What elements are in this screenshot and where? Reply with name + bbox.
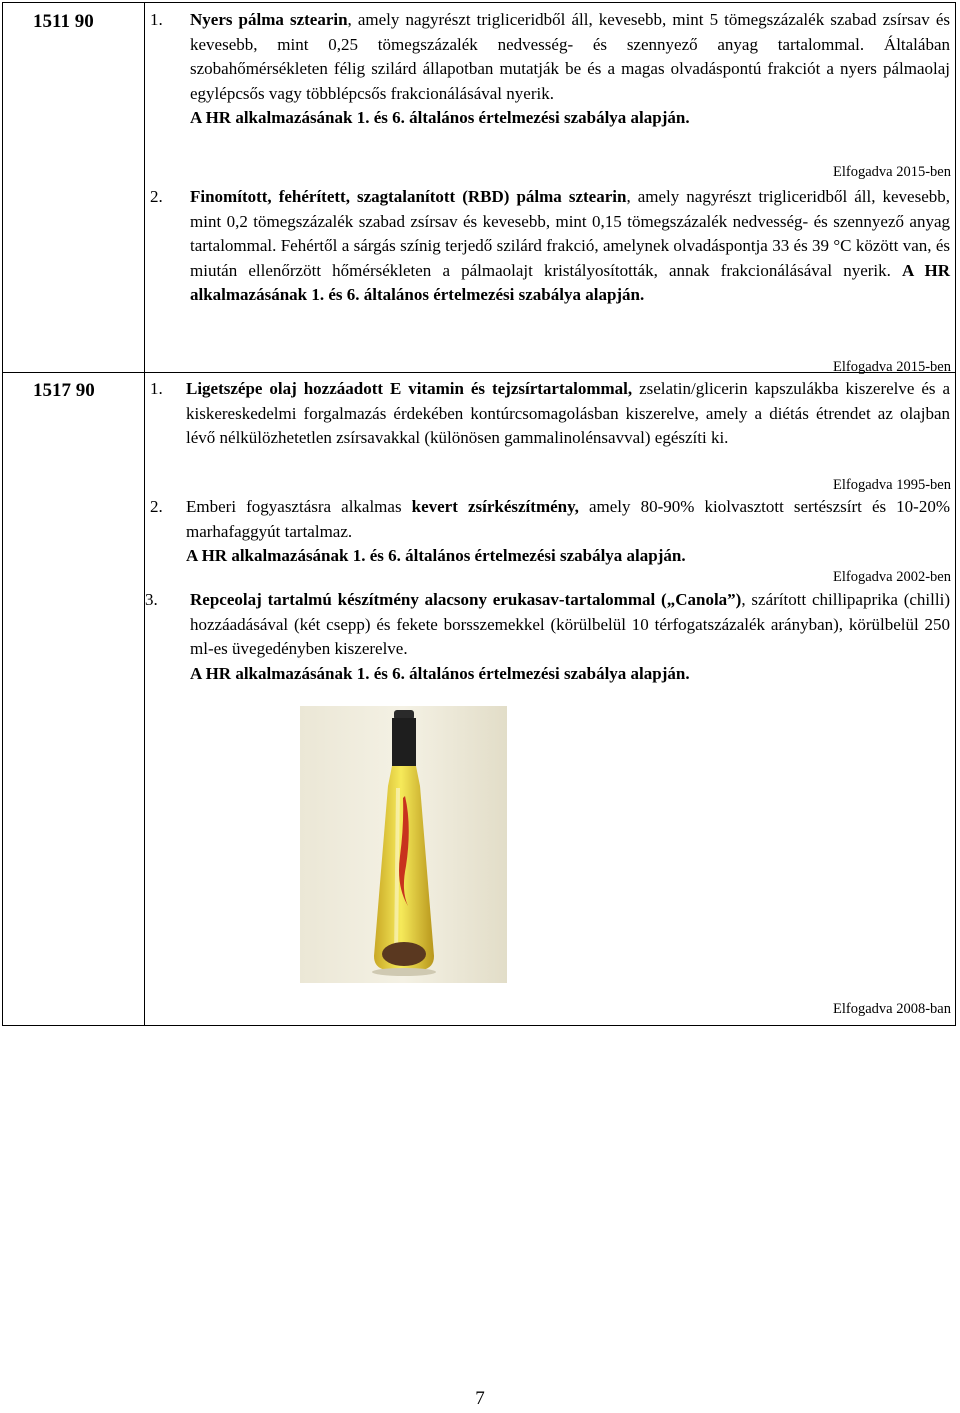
item-text: [186, 495, 950, 569]
item-title: Finomított, fehérített, szagtalanított (RBD) pálma sztearin: [190, 187, 627, 206]
rule-line: A HR alkalmazásának 1. és 6. általános értelmezési szabálya alapján.: [190, 108, 690, 127]
cn-code: 1511 90: [33, 11, 94, 32]
peppercorns-icon: [382, 942, 426, 966]
item-body: amely 80-90% kiolvasztott sertészsírt és 10-20% marhafaggyút tartalmaz.: [186, 497, 951, 541]
rule-line: A HR alkalmazásának 1. és 6. általános értelmezési szabálya alapján.: [190, 663, 690, 683]
item-title: Nyers pálma sztearin: [190, 10, 348, 29]
cn-code: 1517 90: [33, 380, 95, 401]
adopted-note: Elfogadva 2015-ben: [833, 164, 951, 180]
adopted-note: Elfogadva 2002-ben: [833, 569, 951, 585]
item-title: Ligetszépe olaj hozzáadott E vitamin és tejzsírtartalommal,: [186, 379, 633, 398]
adopted-note: Elfogadva 2008-ban: [833, 1001, 951, 1017]
item-lead: Emberi fogyasztásra alkalmas: [186, 497, 412, 516]
item-number: 2.: [150, 497, 163, 516]
adopted-note: Elfogadva 2015-ben: [833, 359, 951, 375]
description-cell: [145, 3, 955, 375]
oil-bottle-photo: [300, 706, 507, 983]
rule-line: A HR alkalmazásának 1. és 6. általános értelmezési szabálya alapján.: [186, 546, 686, 565]
item-title: Repceolaj tartalmú készítmény alacsony erukasav-tartalommal („Canola”): [190, 590, 742, 609]
item-text: [190, 588, 950, 686]
description-cell: [145, 373, 955, 1025]
item-body: , amely nagyrészt trigliceridből áll, kevesebb, mint 0,2 tömegszázalék szabad zsírsav és kevesebb, mint 0,15 tömegszázalék nedvesség- és szennyező anyag tartalommal. Fehértől a sárgás színig terjedő szilárd frakció, amelynek olvadáspontja 33 és 39 °C között van, és miután ellenőrzött hőmérsékleten a pálmaolajt kristályosították, annak frakcionálásával nyerik.: [190, 187, 950, 280]
item-text: [190, 185, 950, 308]
rule-line: A HR alkalmazásának 1. és 6. általános értelmezési szabálya alapján.: [190, 260, 951, 304]
shadow-icon: [372, 968, 436, 976]
adopted-note: Elfogadva 1995-ben: [833, 477, 951, 493]
page-number: 7: [475, 1388, 485, 1409]
item-body: zselatin/glicerin kapszulákba kiszerelve és a kiskereskedelmi forgalmazás érdekében kontúrcsomagolásban kiszerelve, amely a diétás étrendet az olajban lévő nélkülözhetetlen zsírsavakkal (különösen gammalinolénsavval) egészíti ki.: [186, 379, 950, 447]
item-body: , szárított chillipaprika (chilli) hozzáadásával (két csepp) és fekete borsszemekkel (körülbelül 10 térfogatszázalék arányban), körülbelül 250 ml-es üvegedényben kiszerelve.: [190, 590, 950, 658]
item-text: [186, 377, 950, 451]
cn-code-cell: [3, 3, 145, 372]
item-number: 3.: [145, 590, 158, 609]
item-body: , amely nagyrészt trigliceridből áll, kevesebb, mint 5 tömegszázalék szabad zsírsav és kevesebb, mint 0,25 tömegszázalék nedvesség- és szennyező anyag tartalommal. Általában szobahőmérsékleten félig szilárd állapotban mutatják be és a magas olvadáspontú frakciót a nyers pálmaolaj egylépcsős vagy többlépcsős frakcionálásával nyerik.: [190, 10, 950, 103]
item-number: 2.: [150, 187, 163, 206]
item-number: 1.: [150, 10, 163, 29]
table-row: [3, 3, 955, 375]
bottle-neck-seal-icon: [392, 718, 416, 766]
item-number: 1.: [150, 379, 163, 398]
cn-code-cell: [3, 373, 145, 1025]
item-text: [190, 8, 950, 131]
item-title: kevert zsírkészítmény,: [411, 497, 579, 516]
